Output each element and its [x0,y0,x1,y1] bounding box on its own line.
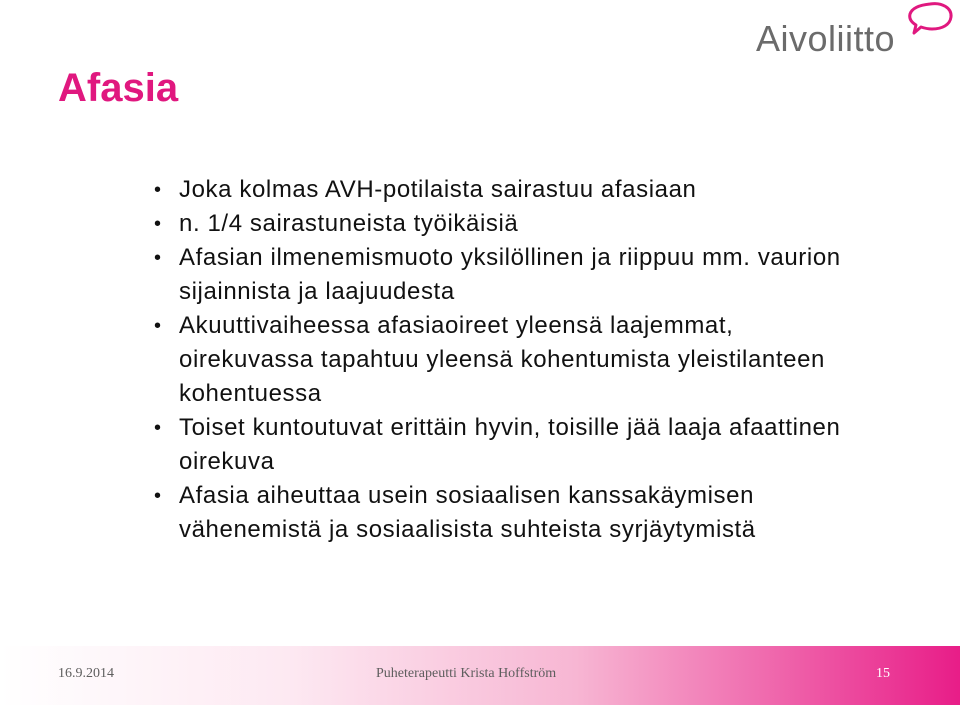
bullet-dot: • [154,485,162,507]
bullet-text: Joka kolmas AVH-potilaista sairastuu afasiaan [179,176,697,203]
bullet-text: Toiset kuntoutuvat erittäin hyvin, toisille jää laaja afaattinen oirekuva [179,414,841,475]
page-number: 15 [876,666,890,681]
bullet-item [152,479,872,547]
bullet-item [152,173,872,207]
bullet-text: Afasian ilmenemismuoto yksilöllinen ja riippuu mm. vaurion sijainnista ja laajuudesta [179,244,841,305]
bullet-text: Afasia aiheuttaa usein sosiaalisen kanssakäymisen vähenemistä ja sosiaalisista suhteista syrjäytymistä [179,482,756,543]
bullet-dot: • [154,315,162,337]
logo-text: Aivoliitto [756,18,896,59]
bullet-dot: • [154,417,162,439]
bullet-text: n. 1/4 sairastuneista työikäisiä [179,210,519,237]
slide-title: Afasia [58,66,179,110]
footer-date: 16.9.2014 [58,666,114,681]
bullet-dot: • [154,247,162,269]
footer-author: Puheterapeutti Krista Hoffström [376,666,557,681]
speech-bubble-icon [904,0,956,40]
bullet-text: Akuuttivaiheessa afasiaoireet yleensä laajemmat, oirekuvassa tapahtuu yleensä kohentumista yleistilanteen kohentuessa [179,312,825,407]
bullet-item [152,411,872,479]
aivoliitto-logo [756,0,956,62]
bullet-dot: • [154,213,162,235]
bullet-list [152,173,872,547]
bullet-item [152,241,872,309]
bullet-item [152,309,872,411]
bullet-item [152,207,872,241]
bullet-dot: • [154,179,162,201]
slide-footer [0,646,960,705]
